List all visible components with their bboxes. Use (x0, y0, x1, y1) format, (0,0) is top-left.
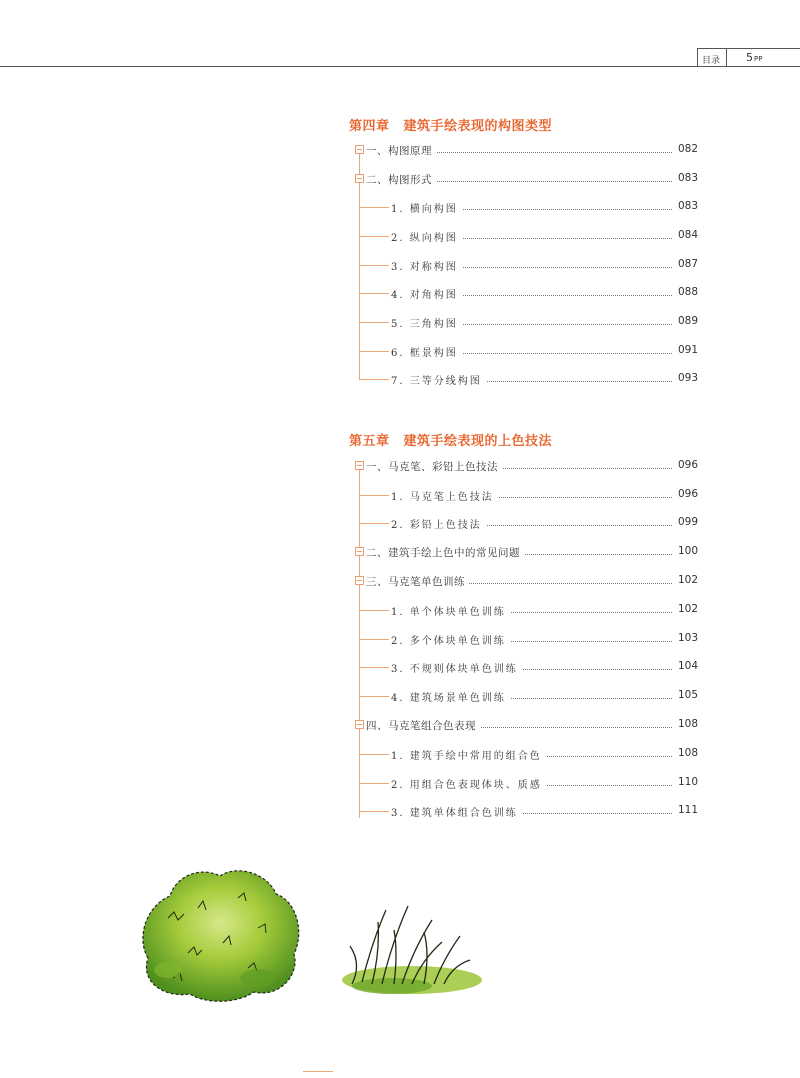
toc-entry[interactable] (0, 574, 800, 590)
chapter5-title: 第五章 (349, 434, 390, 449)
toc-entry-page: 102 (678, 574, 699, 586)
page-number-value: 5 (746, 51, 753, 64)
tree-branch (359, 495, 389, 496)
toc-entry-page: 091 (678, 344, 699, 356)
toc-subentry[interactable] (0, 689, 800, 705)
toc-entry-label: 1. 单个体块单色训练 (391, 603, 510, 618)
toc-entry-label: 5. 三角构图 (391, 315, 462, 330)
header-section: 目录 (702, 56, 721, 66)
chapter4-title: 第四章 (349, 119, 390, 134)
toc-entry-page: 096 (678, 488, 699, 500)
tree-branch (359, 265, 389, 266)
tree-branch (359, 236, 389, 237)
tree-branch (359, 639, 389, 640)
tree-branch (359, 610, 389, 611)
toc-entry-page: 093 (678, 372, 699, 384)
toc-entry-page: 100 (678, 545, 699, 557)
toc-entry-label: 1. 建筑手绘中常用的组合色 (391, 747, 546, 762)
tree-branch (359, 293, 389, 294)
toc-subentry[interactable] (0, 315, 800, 331)
toc-entry-label: 3. 建筑单体组合色训练 (391, 804, 522, 819)
tree-branch (359, 207, 389, 208)
toc-subentry[interactable] (0, 603, 800, 619)
toc-subentry[interactable] (0, 516, 800, 532)
toc-entry-label: 6. 框景构图 (391, 344, 462, 359)
toc-entry[interactable] (0, 143, 800, 159)
toc-entry-label: 2. 多个体块单色训练 (391, 632, 510, 647)
toc-entry-label: 3. 对称构图 (391, 258, 462, 273)
toc-subentry[interactable] (0, 286, 800, 302)
toc-subentry[interactable] (0, 344, 800, 360)
tree-node-icon (355, 174, 364, 183)
toc-entry-label: 二、建筑手绘上色中的常见问题 (366, 545, 524, 560)
toc-entry-label: 一、马克笔、彩铅上色技法 (366, 459, 502, 474)
toc-entry-label: 二、构图形式 (366, 172, 436, 187)
toc-entry-page: 083 (678, 200, 699, 212)
running-header (697, 48, 800, 67)
shrub-illustration (128, 858, 308, 1008)
toc-entry-label: 2. 纵向构图 (391, 229, 462, 244)
toc-entry-label: 1. 马克笔上色技法 (391, 488, 498, 503)
toc-entry-page: 084 (678, 229, 699, 241)
chapter5-heading (349, 430, 552, 449)
toc-entry-page: 083 (678, 172, 699, 184)
toc-subentry[interactable] (0, 372, 800, 388)
toc-entry-page: 110 (678, 776, 699, 788)
tree-node-icon (355, 547, 364, 556)
tree-node-icon (355, 576, 364, 585)
toc-subentry[interactable] (0, 229, 800, 245)
tree-branch (359, 322, 389, 323)
toc-entry-page: 087 (678, 258, 699, 270)
toc-entry-label: 2. 用组合色表现体块、质感 (391, 776, 546, 791)
tree-branch (359, 696, 389, 697)
toc-entry-page: 111 (678, 804, 699, 816)
tree-node-icon (355, 145, 364, 154)
toc-entry-page: 096 (678, 459, 699, 471)
toc-entry-page: 108 (678, 747, 699, 759)
toc-entry[interactable] (0, 172, 800, 188)
header-divider (726, 49, 727, 67)
toc-entry-page: 082 (678, 143, 699, 155)
toc-entry-page: 102 (678, 603, 699, 615)
toc-entry-label: 1. 横向构图 (391, 200, 462, 215)
tree-branch (359, 783, 389, 784)
toc-entry-label: 7. 三等分线构图 (391, 372, 486, 387)
toc-entry-label: 4. 对角构图 (391, 286, 462, 301)
toc-entry-label: 一、构图原理 (366, 143, 436, 158)
chapter4-subtitle: 建筑手绘表现的构图类型 (403, 119, 553, 134)
toc-subentry[interactable] (0, 632, 800, 648)
header-rule (0, 66, 800, 67)
toc-entry-label: 3. 不规则体块单色训练 (391, 660, 522, 675)
toc-entry-page: 108 (678, 718, 699, 730)
toc-entry[interactable] (0, 459, 800, 475)
toc-entry-label: 三、马克笔单色训练 (366, 574, 469, 589)
chapter5-subtitle: 建筑手绘表现的上色技法 (403, 434, 553, 449)
toc-subentry[interactable] (0, 776, 800, 792)
toc-entry-label: 4. 建筑场景单色训练 (391, 689, 510, 704)
chapter4-heading (349, 115, 552, 134)
toc-subentry[interactable] (0, 804, 800, 820)
tree-branch (359, 667, 389, 668)
page-number (746, 51, 762, 64)
tree-branch (359, 811, 389, 812)
tree-node-icon (355, 720, 364, 729)
toc-subentry[interactable] (0, 258, 800, 274)
toc-entry-page: 099 (678, 516, 699, 528)
toc-entry[interactable] (0, 718, 800, 734)
toc-entry-page: 104 (678, 660, 699, 672)
grass-illustration (332, 902, 492, 1002)
toc-subentry[interactable] (0, 488, 800, 504)
toc-entry-page: 103 (678, 632, 699, 644)
toc-entry-page: 088 (678, 286, 699, 298)
tree-branch (359, 523, 389, 524)
tree-node-icon (355, 461, 364, 470)
toc-entry-label: 四、马克笔组合色表现 (366, 718, 480, 733)
toc-subentry[interactable] (0, 200, 800, 216)
toc-entry-page: 105 (678, 689, 699, 701)
bottom-rule (303, 1071, 333, 1072)
toc-subentry[interactable] (0, 660, 800, 676)
tree-branch (359, 754, 389, 755)
toc-subentry[interactable] (0, 747, 800, 763)
toc-entry-label: 2. 彩铅上色技法 (391, 516, 486, 531)
toc-entry[interactable] (0, 545, 800, 561)
tree-branch (359, 379, 389, 380)
tree-branch (359, 351, 389, 352)
page-number-suffix: PP (754, 55, 763, 63)
toc-entry-page: 089 (678, 315, 699, 327)
